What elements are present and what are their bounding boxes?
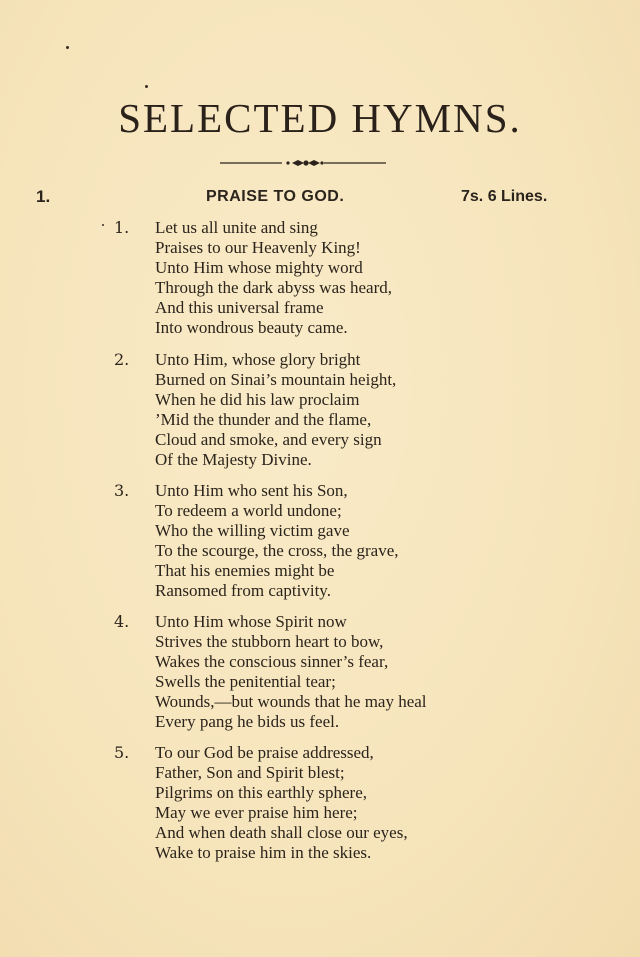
verse-lines <box>155 218 392 338</box>
ink-speck-icon <box>145 85 148 88</box>
verse-line: Father, Son and Spirit blest; <box>155 763 345 782</box>
verse-lines <box>155 350 396 470</box>
verse-line: Into wondrous beauty came. <box>155 318 348 337</box>
verse-line: Who the willing victim gave <box>155 521 350 540</box>
verse-line: Unto Him whose mighty word <box>155 258 363 277</box>
verse-line: Cloud and smoke, and every sign <box>155 430 382 449</box>
verse-line: Unto Him, whose glory bright <box>155 350 361 369</box>
verse-line: Praises to our Heavenly King! <box>155 238 361 257</box>
verse-line: Unto Him who sent his Son, <box>155 481 348 500</box>
ink-speck-icon <box>102 224 104 226</box>
verse-line: Of the Majesty Divine. <box>155 450 312 469</box>
verse-line: Swells the penitential tear; <box>155 672 336 691</box>
verse-line: To the scourge, the cross, the grave, <box>155 541 399 560</box>
verse-line: That his enemies might be <box>155 561 335 580</box>
verse-number: 3. <box>114 481 130 500</box>
ink-speck-icon <box>66 46 69 49</box>
verse-line: Every pang he bids us feel. <box>155 712 340 731</box>
verse-line: Wake to praise him in the skies. <box>155 843 372 862</box>
decorative-rule-icon <box>220 156 386 170</box>
verse-lines <box>155 612 427 732</box>
verse-line: Let us all unite and sing <box>155 218 318 237</box>
page-title: SELECTED HYMNS. <box>118 95 522 141</box>
verse-line: Strives the stubborn heart to bow, <box>155 632 384 651</box>
verse-line: And when death shall close our eyes, <box>155 823 408 842</box>
hymn-title: PRAISE TO GOD. <box>206 188 345 205</box>
verse-line: Wakes the conscious sinner’s fear, <box>155 652 389 671</box>
verse-line: ’Mid the thunder and the flame, <box>155 410 372 429</box>
verse-line: To redeem a world undone; <box>155 501 342 520</box>
verse-line: Pilgrims on this earthly sphere, <box>155 783 368 802</box>
verse-line: To our God be praise addressed, <box>155 743 374 762</box>
hymn-meter: 7s. 6 Lines. <box>461 188 548 205</box>
hymn-number: 1. <box>36 187 51 206</box>
verse-lines <box>155 743 408 863</box>
verse-line: When he did his law proclaim <box>155 390 360 409</box>
verse-line: And this universal frame <box>155 298 324 317</box>
verse-line: Burned on Sinai’s mountain height, <box>155 370 397 389</box>
verse-line: Wounds,—but wounds that he may heal <box>155 692 427 711</box>
verse-line: Unto Him whose Spirit now <box>155 612 347 631</box>
verse-line: Through the dark abyss was heard, <box>155 278 392 297</box>
verse-number: 5. <box>114 743 130 762</box>
verse-number: 4. <box>114 612 130 631</box>
verse-number: 1. <box>114 218 130 237</box>
verse-line: May we ever praise him here; <box>155 803 358 822</box>
verse-line: Ransomed from captivity. <box>155 581 331 600</box>
verse-lines <box>155 481 399 601</box>
verse-number: 2. <box>114 350 130 369</box>
